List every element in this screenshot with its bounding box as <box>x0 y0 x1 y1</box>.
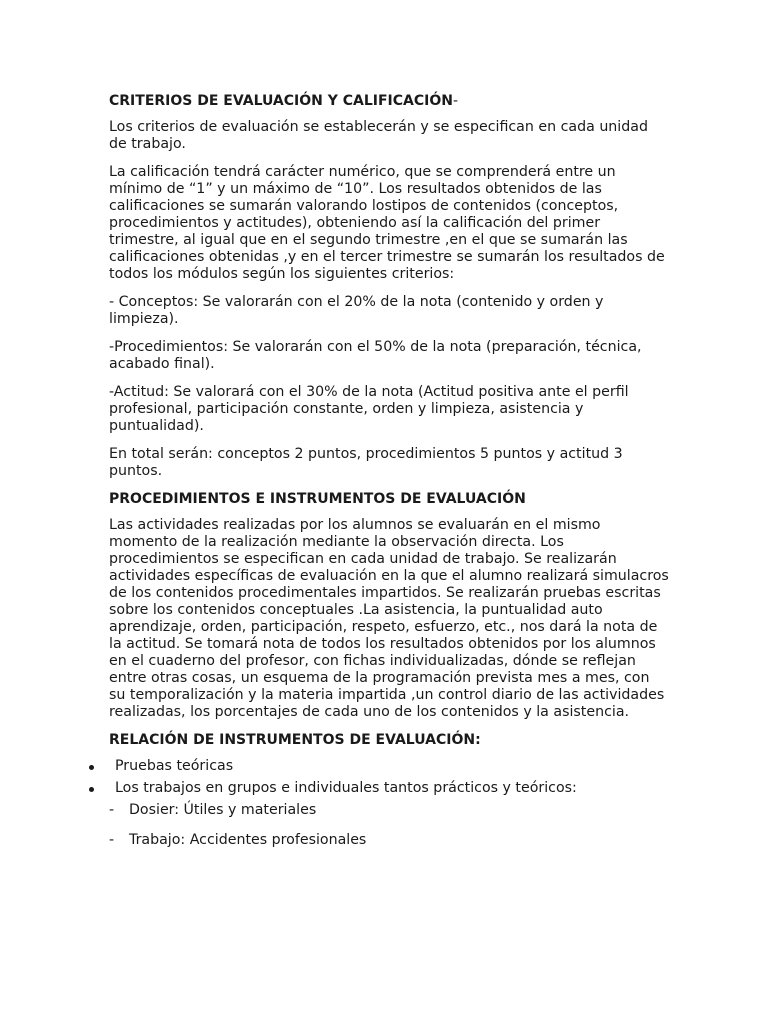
paragraph: La calificación tendrá carácter numérico, que se comprenderá entre un mínimo de “1” y un máximo de “10”. Los resultados obtenidos de las calificaciones se sumarán valorando lostipos de contenidos (conceptos, procedimientos y actitudes), obteniendo así la calificación del primer trimestre, al igual que en el segundo trimestre ,en el que se sumarán las calificaciones obtenidas ,y en el tercer trimestre se sumarán los resultados de todos los módulos según los siguientes criterios: <box>109 164 665 282</box>
list-item <box>109 832 669 849</box>
dash-marker: - <box>109 832 115 848</box>
dash-marker: - <box>109 802 115 818</box>
bullet-icon <box>89 765 94 770</box>
instrument-bullet-list <box>109 758 669 797</box>
list-item <box>109 780 669 797</box>
paragraph: -Actitud: Se valorará con el 30% de la nota (Actitud positiva ante el perfil profesional, participación constante, orden y limpieza, asistencia y puntualidad). <box>109 384 629 434</box>
section-heading-procedimientos: PROCEDIMIENTOS E INSTRUMENTOS DE EVALUACIÓN <box>109 491 526 507</box>
paragraph: Los criterios de evaluación se establecerán y se especifican en cada unidad de trabajo. <box>109 119 648 152</box>
document-content <box>109 93 669 862</box>
bullet-icon <box>89 787 94 792</box>
list-item <box>109 802 669 819</box>
list-item <box>109 758 669 775</box>
heading-text: CRITERIOS DE EVALUACIÓN Y CALIFICACIÓN <box>109 93 453 109</box>
section-heading-relacion: RELACIÓN DE INSTRUMENTOS DE EVALUACIÓN: <box>109 732 481 748</box>
paragraph: En total serán: conceptos 2 puntos, procedimientos 5 puntos y actitud 3 puntos. <box>109 446 623 479</box>
paragraph: - Conceptos: Se valorarán con el 20% de la nota (contenido y orden y limpieza). <box>109 294 604 327</box>
heading-suffix: - <box>452 93 459 109</box>
list-item-text: Trabajo: Accidentes profesionales <box>129 832 367 848</box>
paragraph: -Procedimientos: Se valorarán con el 50% de la nota (preparación, técnica, acabado final). <box>109 339 642 372</box>
paragraph: Las actividades realizadas por los alumnos se evaluarán en el mismo momento de la realización mediante la observación directa. Los procedimientos se especifican en cada unidad de trabajo. Se realizarán actividades específicas de evaluación en la que el alumno realizará simulacros de los contenidos procedimentales impartidos. Se realizarán pruebas escritas sobre los contenidos conceptuales .La asistencia, la puntualidad auto aprendizaje, orden, participación, respeto, esfuerzo, etc., nos dará la nota de la actitud. Se tomará nota de todos los resultados obtenidos por los alumnos en el cuaderno del profesor, con fichas individualizadas, dónde se reflejan entre otras cosas, un esquema de la programación prevista mes a mes, con su temporalización y la materia impartida ,un control diario de las actividades realizadas, los porcentajes de cada uno de los contenidos y la asistencia. <box>109 517 669 720</box>
sub-item-list <box>109 802 669 849</box>
list-item-text: Pruebas teóricas <box>115 758 234 774</box>
list-item-text: Dosier: Útiles y materiales <box>129 802 317 818</box>
list-item-text: Los trabajos en grupos e individuales tantos prácticos y teóricos: <box>115 780 577 796</box>
section-heading-criterios <box>109 93 669 110</box>
